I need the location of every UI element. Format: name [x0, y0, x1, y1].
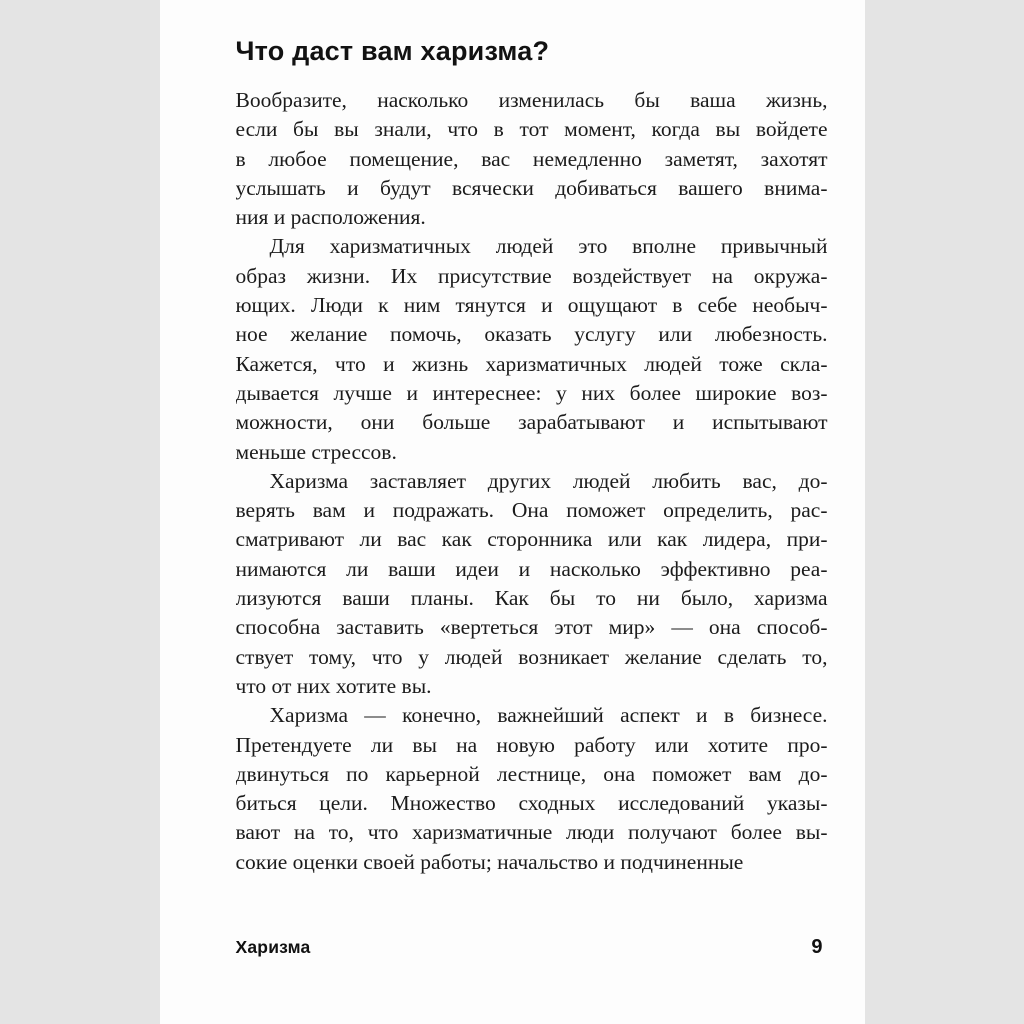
text-line: нимаются ли ваши идеи и насколько эффективно реа- — [235, 556, 828, 581]
paragraph — [236, 86, 828, 232]
text-line: в любое помещение, вас немедленно заметят, захотят — [235, 146, 828, 171]
text-line: меньше стрессов. — [235, 439, 397, 464]
text-line: ющих. Люди к ним тянутся и ощущают в себе необыч- — [235, 293, 828, 318]
text-line: способна заставить «вертеться этот мир» — она способ- — [235, 615, 828, 640]
text-line: двинуться по карьерной лестнице, она поможет вам до- — [235, 761, 828, 786]
text-line: услышать и будут всячески добиваться вашего внима- — [235, 175, 828, 200]
text-line: Харизма заставляет других людей любить вас, до- — [269, 468, 828, 493]
text-line: образ жизни. Их присутствие воздействует на окружа- — [235, 263, 828, 288]
text-line: вают на то, что харизматичные люди получают более вы- — [235, 820, 828, 845]
text-line: сматривают ли вас как сторонника или как лидера, при- — [235, 527, 828, 552]
text-line: можности, они больше зарабатывают и испытывают — [235, 410, 828, 435]
text-line: ствует тому, что у людей возникает желание сделать то, — [235, 644, 828, 669]
text-line: Претендуете ли вы на новую работу или хотите про- — [235, 732, 828, 757]
book-page — [160, 0, 865, 1024]
text-line: Харизма — конечно, важнейший аспект и в бизнесе. — [269, 703, 828, 728]
text-line: Кажется, что и жизнь харизматичных людей тоже скла- — [235, 351, 828, 376]
text-line: верять вам и подражать. Она поможет определить, рас- — [235, 498, 828, 523]
page-footer — [236, 936, 823, 959]
text-line: если бы вы знали, что в тот момент, когда вы войдете — [235, 117, 828, 142]
text-line: что от них хотите вы. — [235, 673, 432, 698]
paragraph — [236, 701, 828, 877]
running-title: Харизма — [235, 937, 311, 957]
text-line: ное желание помочь, оказать услугу или любезность. — [235, 322, 828, 347]
text-line: биться цели. Множество сходных исследований указы- — [235, 791, 828, 816]
text-line: дывается лучше и интереснее: у них более широкие воз- — [235, 380, 828, 405]
page-number: 9 — [811, 936, 823, 958]
text-line: лизуются ваши планы. Как бы то ни было, харизма — [235, 586, 828, 611]
paragraph — [236, 232, 828, 466]
text-line: ния и расположения. — [235, 205, 426, 230]
body-text — [236, 86, 828, 877]
chapter-heading: Что даст вам харизма? — [235, 36, 550, 66]
paragraph — [236, 467, 828, 701]
text-line: сокие оценки своей работы; начальство и подчиненные — [235, 849, 744, 874]
text-line: Для харизматичных людей это вполне привычный — [269, 234, 828, 259]
text-line: Вообразите, насколько изменилась бы ваша жизнь, — [235, 88, 828, 112]
